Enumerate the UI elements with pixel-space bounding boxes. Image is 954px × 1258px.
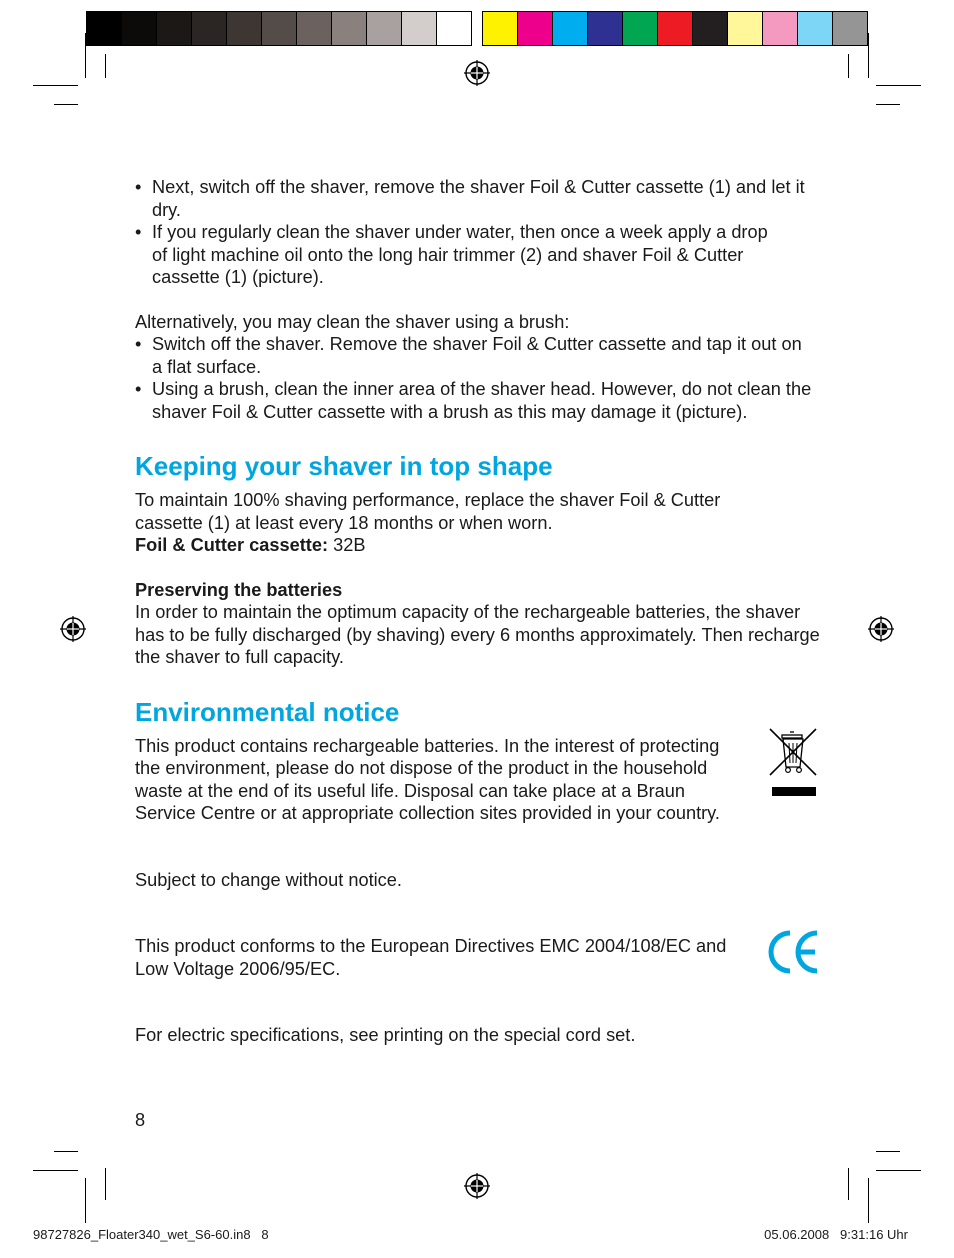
section-heading: Keeping your shaver in top shape [135, 451, 553, 481]
gray-color-bar [86, 11, 472, 46]
crop-mark [868, 33, 869, 78]
electric-specs: For electric specifications, see printing on the special cord set. [135, 1025, 636, 1045]
color-swatch [693, 12, 728, 45]
environment-block [135, 735, 825, 825]
crop-mark [54, 104, 78, 105]
registration-mark-icon [60, 616, 86, 642]
list-item: • Using a brush, clean the inner area of the shaver head. However, do not clean the shaver Foil & Cutter cassette with a brush as this may damage it (picture). [135, 378, 825, 423]
color-swatch [157, 12, 192, 45]
color-swatch [367, 12, 402, 45]
list-item: • Switch off the shaver. Remove the shaver Foil & Cutter cassette and tap it out on a flat surface. [135, 333, 825, 378]
color-swatch [87, 12, 122, 45]
crop-mark [848, 1168, 849, 1200]
brush-intro: Alternatively, you may clean the shaver using a brush: [135, 311, 570, 332]
part-value: 32B [333, 535, 366, 555]
ce-mark-icon [766, 929, 820, 975]
color-swatch [728, 12, 763, 45]
conformity-text: This product conforms to the European Directives EMC 2004/108/EC and Low Voltage 2006/95/EC. [135, 936, 727, 979]
crop-mark [848, 54, 849, 78]
color-swatch [332, 12, 367, 45]
batteries-heading: Preserving the batteries [135, 579, 343, 600]
crop-mark [876, 1151, 900, 1152]
color-swatch [763, 12, 798, 45]
color-swatch [402, 12, 437, 45]
color-swatch [518, 12, 553, 45]
color-swatch [833, 12, 867, 45]
color-swatch [262, 12, 297, 45]
crop-mark [54, 1151, 78, 1152]
color-swatch [192, 12, 227, 45]
cleaning-steps-list [135, 176, 825, 289]
batteries-text: In order to maintain the optimum capacity of the rechargeable batteries, the shaver has to be fully discharged (by shaving) every 6 months approximately. Then recharge the shaver to full capacity. [135, 602, 820, 667]
environment-text: This product contains rechargeable batteries. In the interest of protecting the environment, please do not dispose of the product in the household waste at the end of its useful life. Disposal can take place at a Braun Service Centre or at appropriate collection sites provided in your country. [135, 735, 720, 823]
color-swatch [658, 12, 693, 45]
color-swatch [588, 12, 623, 45]
crossed-out-wheelie-bin-icon [768, 727, 820, 799]
crop-mark [105, 54, 106, 78]
crop-mark [85, 1178, 86, 1223]
crop-mark [33, 85, 78, 86]
color-swatch [437, 12, 471, 45]
page-number: 8 [135, 1110, 146, 1130]
footer-file-name: 98727826_Floater340_wet_S6-60.in8 8 [33, 1227, 269, 1242]
color-swatch [623, 12, 658, 45]
color-swatch [227, 12, 262, 45]
brush-steps-list [135, 333, 825, 423]
registration-mark-icon [868, 616, 894, 642]
registration-mark-icon [464, 1173, 490, 1199]
part-number [135, 534, 825, 557]
color-swatch [798, 12, 833, 45]
crop-mark [105, 1168, 106, 1200]
crop-mark [868, 1178, 869, 1223]
part-label: Foil & Cutter cassette: [135, 535, 329, 555]
crop-mark [876, 1170, 921, 1171]
footer-timestamp: 05.06.2008 9:31:16 Uhr [764, 1227, 908, 1242]
top-shape-text: To maintain 100% shaving performance, replace the shaver Foil & Cutter cassette (1) at least every 18 months or when worn. [135, 490, 721, 533]
section-heading: Environmental notice [135, 696, 400, 727]
conformity-block [135, 935, 825, 980]
registration-mark-icon [464, 60, 490, 86]
color-swatch [122, 12, 157, 45]
crop-mark [876, 85, 921, 86]
page-content [135, 176, 825, 1047]
list-item: • If you regularly clean the shaver under water, then once a week apply a drop of light machine oil onto the long hair trimmer (2) and shaver Foil & Cutter cassette (1) (picture). [135, 221, 825, 289]
process-color-bar [482, 11, 868, 46]
crop-mark [33, 1170, 78, 1171]
color-swatch [297, 12, 332, 45]
crop-mark [876, 104, 900, 105]
list-item: • Next, switch off the shaver, remove the shaver Foil & Cutter cassette (1) and let it dry. [135, 176, 825, 221]
color-swatch [483, 12, 518, 45]
color-swatch [553, 12, 588, 45]
change-notice: Subject to change without notice. [135, 869, 402, 890]
crop-mark [85, 33, 86, 78]
